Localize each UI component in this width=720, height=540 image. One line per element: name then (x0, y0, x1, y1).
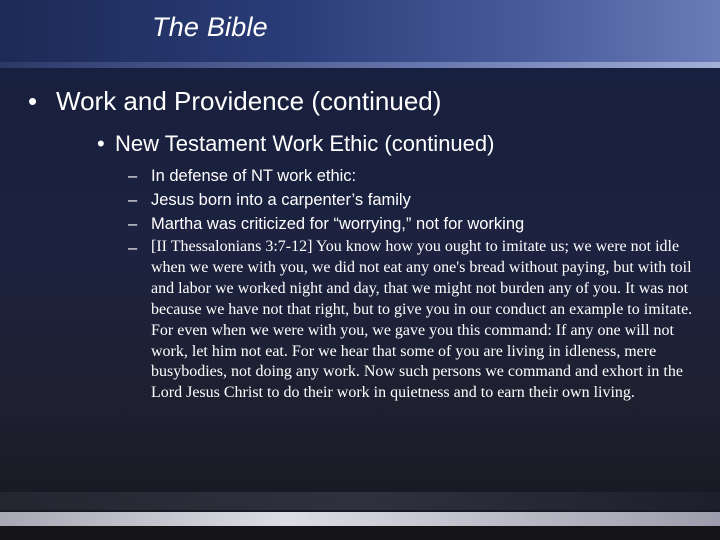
list-item (128, 188, 708, 212)
bullet-dot-icon: • (97, 131, 105, 156)
list-item-text: In defense of NT work ethic: (151, 167, 357, 185)
title-divider (0, 62, 720, 68)
slide-title: The Bible (152, 12, 268, 42)
list-item (128, 164, 708, 188)
dash-marker: – (128, 191, 138, 209)
footer-shadow (0, 492, 720, 510)
title-band (0, 0, 720, 62)
list-item (128, 212, 708, 236)
sub-bullet-list (128, 164, 708, 404)
bullet-dot-icon: • (28, 86, 38, 116)
dash-marker: – (128, 167, 138, 185)
bullet-level1-text: Work and Providence (continued) (56, 86, 442, 116)
footer-base (0, 526, 720, 540)
dash-marker: – (128, 215, 138, 233)
list-item-text: Martha was criticized for “worrying,” not for working (151, 215, 525, 233)
bullet-level1 (28, 86, 441, 117)
bullet-level2 (97, 131, 494, 157)
footer-divider (0, 512, 720, 526)
dash-marker: – (128, 239, 138, 257)
scripture-quote-item (128, 236, 708, 404)
scripture-quote-text: [II Thessalonians 3:7-12] You know how you ought to imitate us; we were not idle when we were with you, we did not eat any one's bread without paying, but with toil and labor we worked night and day, that we might not burden any of you. It was not because we have not that right, but to give you in our conduct an example to imitate. For even when we were with you, we gave you this command: If any one will not work, let him not eat. For we hear that some of you are living in idleness, mere busybodies, not doing any work. Now such persons we command and exhort in the Lord Jesus Christ to do their work in quietness and to earn their own living. (151, 238, 693, 402)
bullet-level2-text: New Testament Work Ethic (continued) (115, 131, 495, 156)
list-item-text: Jesus born into a carpenter’s family (151, 191, 411, 209)
